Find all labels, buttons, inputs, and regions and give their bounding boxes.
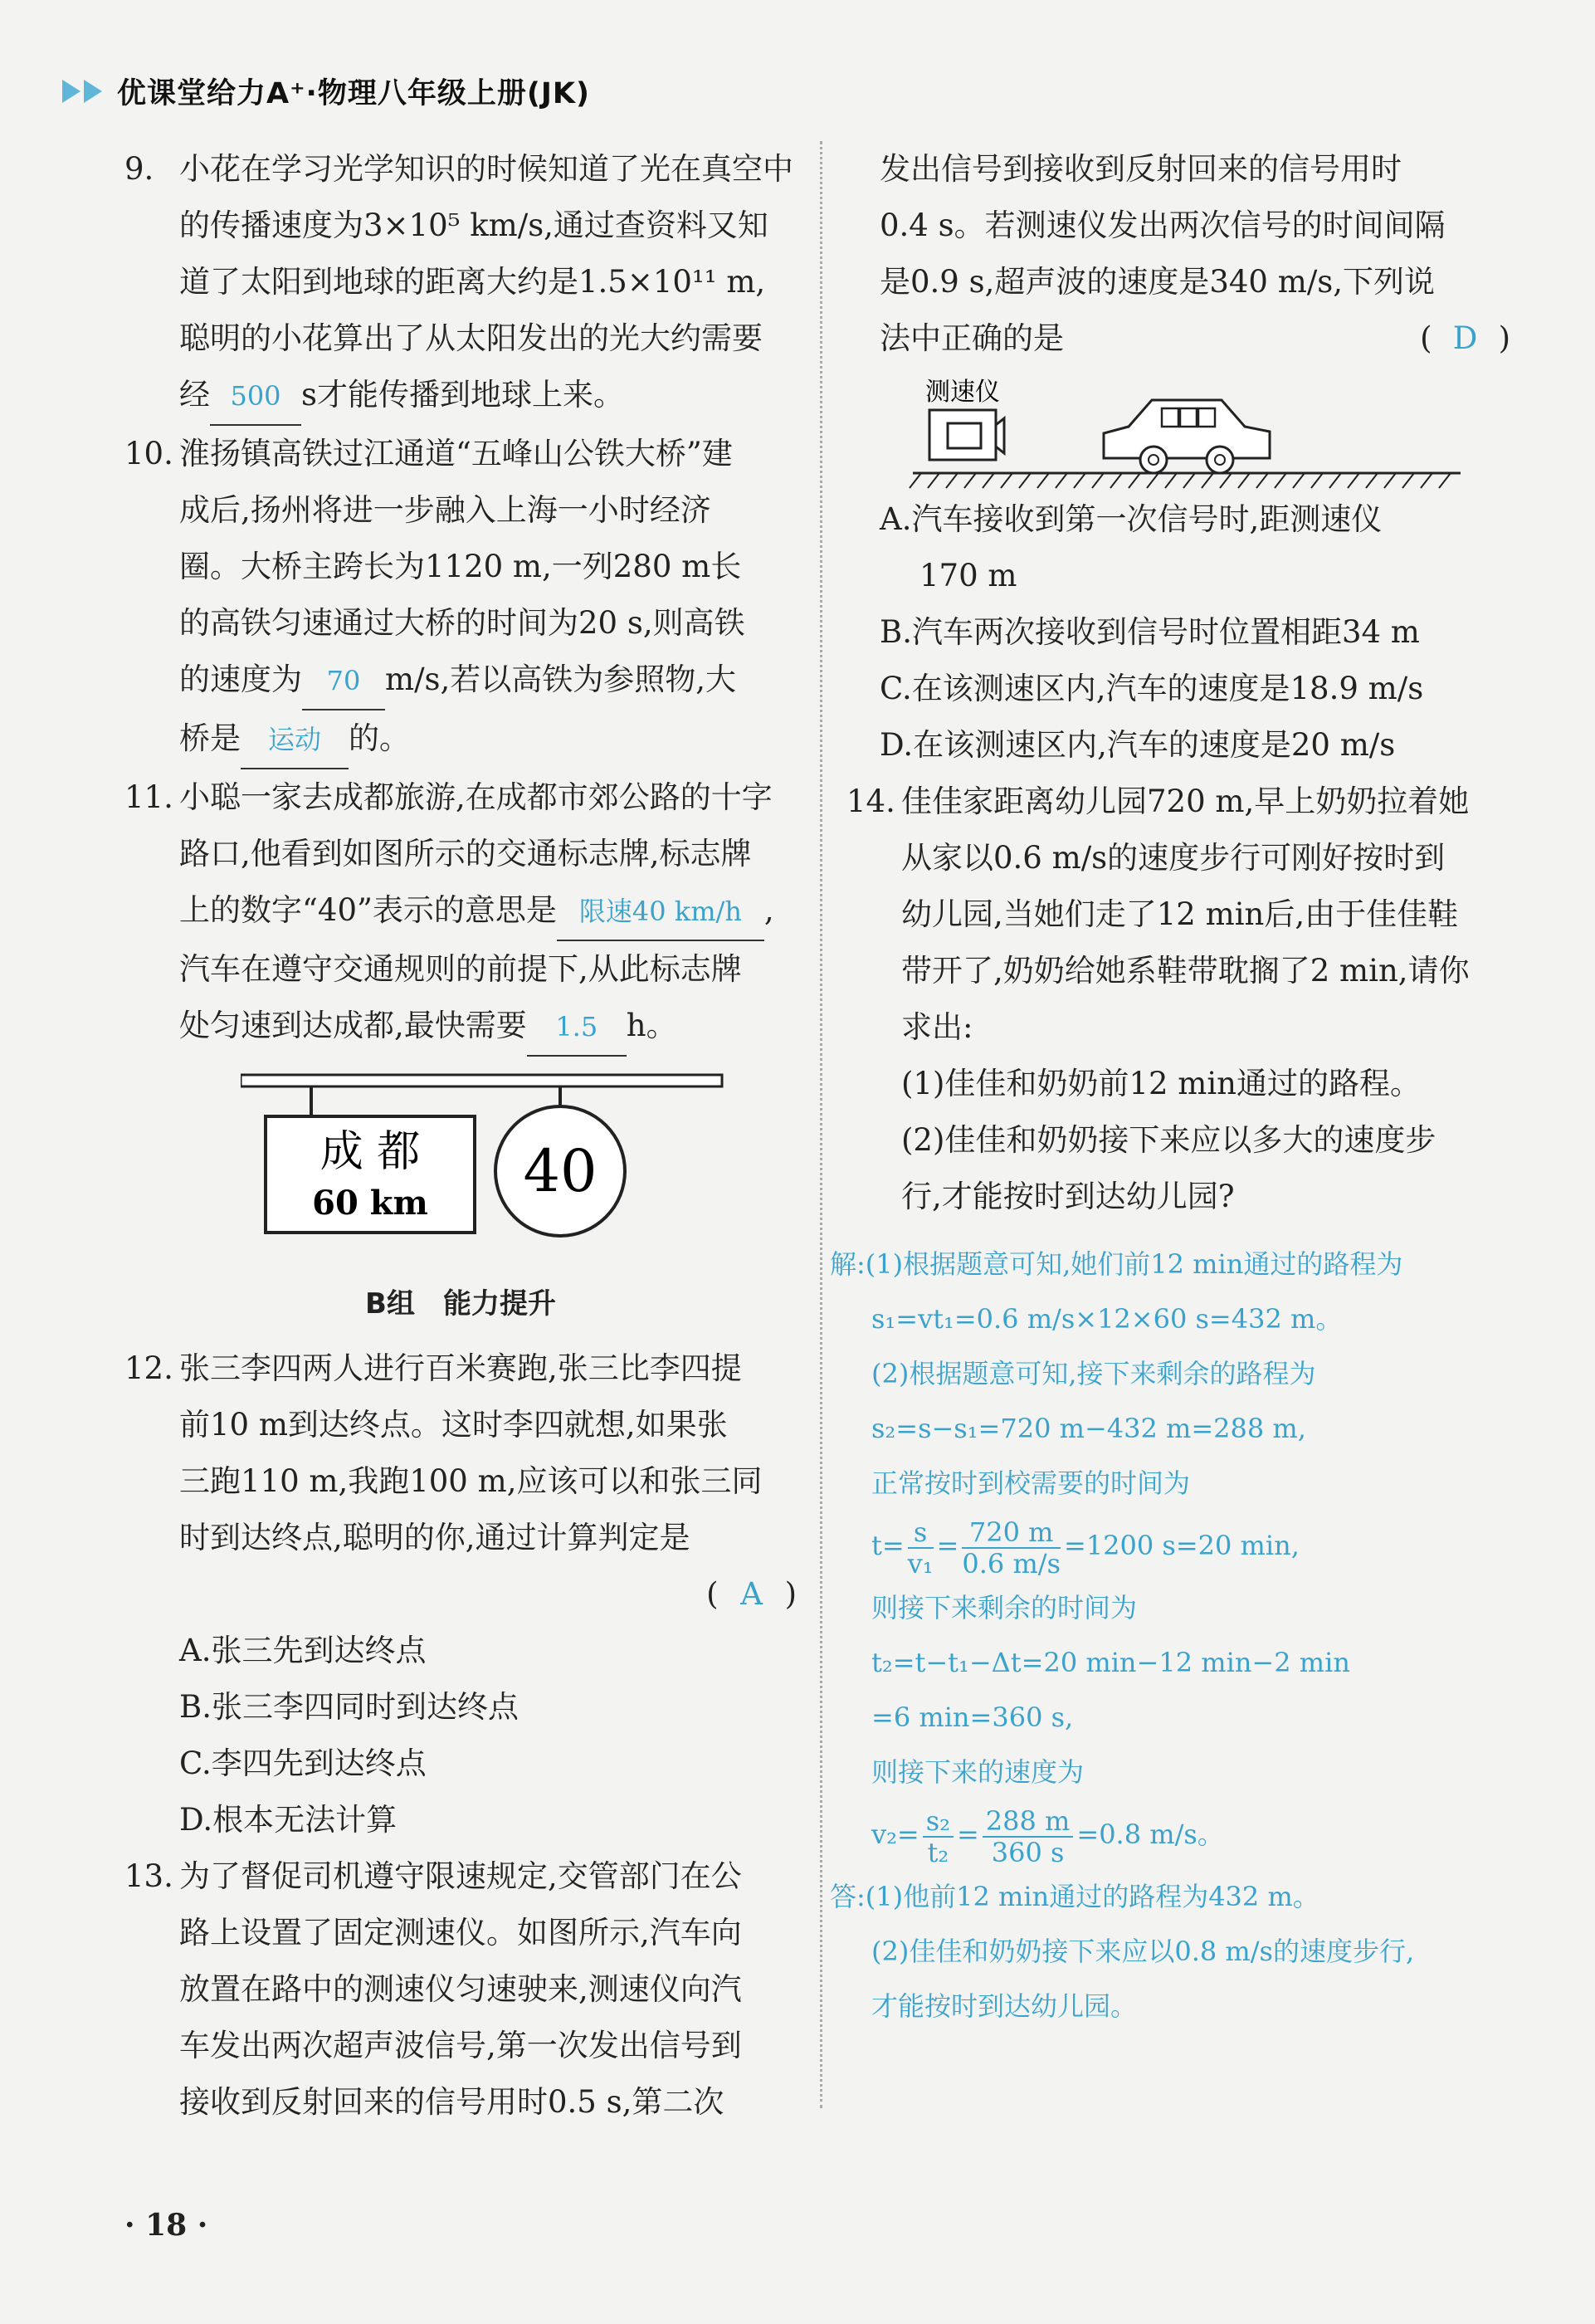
sub-question-2: (2)佳佳和奶奶接下来应以多大的速度步 xyxy=(901,1122,1436,1158)
question-13 xyxy=(124,1848,797,2131)
question-13-continued xyxy=(846,141,1510,367)
solution-formula-line xyxy=(830,1799,1510,1869)
answer-paren: ( A ) xyxy=(179,1566,797,1623)
answer-blank: 限速40 km/h xyxy=(557,883,764,941)
solution-block xyxy=(830,1237,1510,2034)
city-label: 成 都 xyxy=(319,1127,421,1177)
option-a: A.汽车接收到第一次信号时,距测速仪 xyxy=(880,501,1383,537)
question-number: 13. xyxy=(124,1858,173,1894)
speed-detector-figure xyxy=(880,367,1510,491)
car-wheel xyxy=(1140,447,1167,473)
hatch-mark xyxy=(1366,473,1378,488)
option-a-continued: 170 m xyxy=(919,558,1017,593)
question-9 xyxy=(124,141,797,426)
text-line: 张三李四两人进行百米赛跑,张三比李四提 xyxy=(179,1350,742,1386)
fraction xyxy=(983,1806,1074,1868)
text-line: 发出信号到接收到反射回来的信号用时 xyxy=(880,151,1402,187)
hatch-mark xyxy=(1293,473,1305,488)
text-line: 的传播速度为3×10⁵ km/s,通过查资料又知 xyxy=(179,208,768,243)
option-d: D.根本无法计算 xyxy=(179,1802,398,1838)
solution-line: s₁=vt₁=0.6 m/s×12×60 s=432 m。 xyxy=(871,1303,1343,1335)
section-heading: B组 能力提升 xyxy=(365,1287,556,1321)
hatch-mark xyxy=(1256,473,1268,488)
formula-text: v₂= xyxy=(871,1819,919,1850)
option-a: A.张三先到达终点 xyxy=(179,1633,427,1668)
hatch-mark xyxy=(1092,473,1104,488)
text-line: 淮扬镇高铁过江通道“五峰山公铁大桥”建 xyxy=(179,436,733,471)
hatch-mark xyxy=(928,473,939,488)
road-hatching xyxy=(910,473,1451,488)
hatch-mark xyxy=(946,473,958,488)
text-line: 放置在路中的测速仪匀速驶来,测速仪向汽 xyxy=(179,1971,742,2007)
hatch-mark xyxy=(1056,473,1067,488)
text-line: 路上设置了固定测速仪。如图所示,汽车向 xyxy=(179,1915,742,1950)
answer-line: (2)佳佳和奶奶接下来应以0.8 m/s的速度步行, xyxy=(871,1936,1415,1967)
arrow-icon xyxy=(62,80,102,103)
fraction xyxy=(962,1517,1061,1579)
sign-bar xyxy=(241,1075,722,1086)
hatch-mark xyxy=(1329,473,1341,488)
answer-line: 答:(1)他前12 min通过的路程为432 m。 xyxy=(830,1881,1319,1912)
formula-text: =1200 s=20 min, xyxy=(1064,1530,1300,1561)
formula-text: =0.8 m/s。 xyxy=(1076,1819,1224,1850)
numerator: 720 m xyxy=(962,1517,1061,1549)
answer-blank: 500 xyxy=(210,368,301,426)
answer-paren: ( D ) xyxy=(1420,310,1510,367)
fraction xyxy=(908,1517,934,1579)
text-line: 成后,扬州将进一步融入上海一小时经济 xyxy=(179,492,711,528)
hatch-mark xyxy=(1202,473,1213,488)
question-11 xyxy=(124,769,797,1057)
option-b: B.汽车两次接收到信号时位置相距34 m xyxy=(880,614,1420,650)
fraction xyxy=(923,1806,954,1868)
option-c: C.在该测速区内,汽车的速度是18.9 m/s xyxy=(880,671,1424,706)
text-line: 前10 m到达终点。这时李四就想,如果张 xyxy=(179,1407,728,1443)
text-segment: 的速度为 xyxy=(179,662,302,697)
text-line: 时到达终点,聪明的你,通过计算判定是 xyxy=(179,1520,690,1555)
denominator: t₂ xyxy=(927,1836,949,1868)
hatch-mark xyxy=(964,473,976,488)
text-line: 接收到反射回来的信号用时0.5 s,第二次 xyxy=(179,2084,724,2120)
text-line xyxy=(179,882,797,941)
hatch-mark xyxy=(1384,473,1396,488)
page-header xyxy=(62,66,590,116)
numerator: s xyxy=(908,1517,934,1549)
question-number: 10. xyxy=(124,436,173,471)
answer-blank: 1.5 xyxy=(527,998,627,1057)
text-segment: 法中正确的是 xyxy=(880,320,1064,356)
text-line xyxy=(179,710,797,769)
text-line: 从家以0.6 m/s的速度步行可刚好按时到 xyxy=(901,840,1446,876)
hatch-mark xyxy=(1421,473,1432,488)
detector-box xyxy=(929,410,996,460)
solution-line: =6 min=360 s, xyxy=(871,1702,1074,1733)
car-wheel xyxy=(1207,447,1233,473)
question-13-options xyxy=(846,491,1510,774)
text-line: 0.4 s。若测速仪发出两次信号的时间间隔 xyxy=(880,208,1446,243)
distance-label: 60 km xyxy=(312,1184,428,1223)
hatch-mark xyxy=(1311,473,1323,488)
question-14 xyxy=(846,774,1510,1225)
hatch-mark xyxy=(1439,473,1451,488)
question-12 xyxy=(124,1340,797,1623)
text-segment: 经 xyxy=(179,377,210,413)
book-title: 优课堂给力A⁺·物理八年级上册(JK) xyxy=(117,77,590,110)
left-column xyxy=(124,141,797,2131)
question-number: 12. xyxy=(124,1350,173,1386)
formula-text: = xyxy=(956,1819,979,1850)
text-line: 车发出两次超声波信号,第一次发出信号到 xyxy=(179,2028,742,2063)
text-segment: h。 xyxy=(626,1008,677,1043)
hatch-mark xyxy=(910,473,921,488)
hatch-mark xyxy=(1238,473,1250,488)
solution-line: 解:(1)根据题意可知,她们前12 min通过的路程为 xyxy=(830,1248,1403,1280)
text-line: 聪明的小花算出了从太阳发出的光大约需要 xyxy=(179,320,763,356)
question-number: 11. xyxy=(124,779,173,815)
question-number: 14. xyxy=(846,784,895,819)
speed-limit-label: 40 xyxy=(523,1137,598,1205)
formula-text: t= xyxy=(871,1530,905,1561)
hatch-mark xyxy=(1348,473,1359,488)
hatch-mark xyxy=(1183,473,1195,488)
denominator: 360 s xyxy=(991,1836,1065,1868)
text-segment: s才能传播到地球上来。 xyxy=(301,377,624,413)
answer-line: 才能按时到达幼儿园。 xyxy=(871,1990,1138,2022)
text-segment: 桥是 xyxy=(179,720,241,756)
text-line: 是0.9 s,超声波的速度是340 m/s,下列说 xyxy=(880,264,1436,300)
solution-line: t₂=t−t₁−Δt=20 min−12 min−2 min xyxy=(871,1647,1350,1678)
hatch-mark xyxy=(1001,473,1012,488)
text-segment: m/s,若以高铁为参照物,大 xyxy=(385,662,737,697)
text-line: 佳佳家距离幼儿园720 m,早上奶奶拉着她 xyxy=(901,784,1470,819)
formula-text: = xyxy=(936,1530,959,1561)
hatch-mark xyxy=(1037,473,1049,488)
text-line: 路口,他看到如图所示的交通标志牌,标志牌 xyxy=(179,836,752,872)
option-c: C.李四先到达终点 xyxy=(179,1745,427,1781)
denominator: v₁ xyxy=(907,1547,934,1579)
hatch-mark xyxy=(1129,473,1140,488)
numerator: s₂ xyxy=(923,1806,954,1838)
sub-question-2-continued: 行,才能按时到达幼儿园? xyxy=(901,1179,1235,1214)
text-segment: 处匀速到达成都,最快需要 xyxy=(179,1008,527,1043)
text-line: 汽车在遵守交通规则的前提下,从此标志牌 xyxy=(179,951,742,987)
text-line: 为了督促司机遵守限速规定,交管部门在公 xyxy=(179,1858,742,1894)
text-line xyxy=(179,998,797,1057)
detector-emitter xyxy=(996,418,1004,453)
text-line: 小聪一家去成都旅游,在成都市郊公路的十字 xyxy=(179,779,773,815)
option-b: B.张三李四同时到达终点 xyxy=(179,1689,519,1725)
solution-line: s₂=s−s₁=720 m−432 m=288 m, xyxy=(871,1413,1306,1444)
hatch-mark xyxy=(1019,473,1031,488)
hatch-mark xyxy=(1220,473,1232,488)
answer-blank: 运动 xyxy=(241,711,349,769)
sub-question-1: (1)佳佳和奶奶前12 min通过的路程。 xyxy=(901,1066,1422,1101)
solution-line: (2)根据题意可知,接下来剩余的路程为 xyxy=(871,1358,1316,1389)
hatch-mark xyxy=(1110,473,1122,488)
text-segment: , xyxy=(763,892,774,928)
text-line xyxy=(179,367,797,426)
text-line: 幼儿园,当她们走了12 min后,由于佳佳鞋 xyxy=(901,896,1459,932)
text-line xyxy=(179,652,797,710)
traffic-sign-figure xyxy=(241,1065,822,1264)
text-line: 带开了,奶奶给她系鞋带耽搁了2 min,请你 xyxy=(901,953,1470,989)
hatch-mark xyxy=(1165,473,1177,488)
solution-line: 正常按时到校需要的时间为 xyxy=(871,1467,1191,1499)
answer-choice: A xyxy=(740,1576,763,1612)
hatch-mark xyxy=(1147,473,1158,488)
detector-label: 测速仪 xyxy=(925,378,1000,407)
text-line xyxy=(880,310,1510,367)
question-10 xyxy=(124,426,797,769)
answer-blank: 70 xyxy=(302,652,385,710)
text-line: 三跑110 m,我跑100 m,应该可以和张三同 xyxy=(179,1463,763,1499)
solution-line: 则接下来的速度为 xyxy=(871,1756,1085,1788)
text-line: 的高铁匀速通过大桥的时间为20 s,则高铁 xyxy=(179,605,745,641)
text-segment: 的。 xyxy=(349,720,410,756)
text-line: 道了太阳到地球的距离大约是1.5×10¹¹ m, xyxy=(179,264,766,300)
hatch-mark xyxy=(1275,473,1286,488)
hatch-mark xyxy=(983,473,994,488)
right-column xyxy=(846,141,1510,1225)
text-line: 圈。大桥主跨长为1120 m,一列280 m长 xyxy=(179,549,742,584)
option-d: D.在该测速区内,汽车的速度是20 m/s xyxy=(880,727,1396,763)
text-line: 小花在学习光学知识的时候知道了光在真空中 xyxy=(179,151,793,187)
hatch-mark xyxy=(1074,473,1085,488)
answer-choice: D xyxy=(1452,320,1478,356)
page-number: · 18 · xyxy=(124,2208,208,2243)
hatch-mark xyxy=(1402,473,1414,488)
numerator: 288 m xyxy=(983,1806,1074,1838)
solution-line: 则接下来剩余的时间为 xyxy=(871,1592,1138,1623)
solution-formula-line xyxy=(830,1511,1510,1580)
text-line: 求出: xyxy=(901,1009,973,1045)
text-segment: 上的数字“40”表示的意思是 xyxy=(179,892,557,928)
question-number: 9. xyxy=(124,151,154,187)
denominator: 0.6 m/s xyxy=(962,1547,1061,1579)
